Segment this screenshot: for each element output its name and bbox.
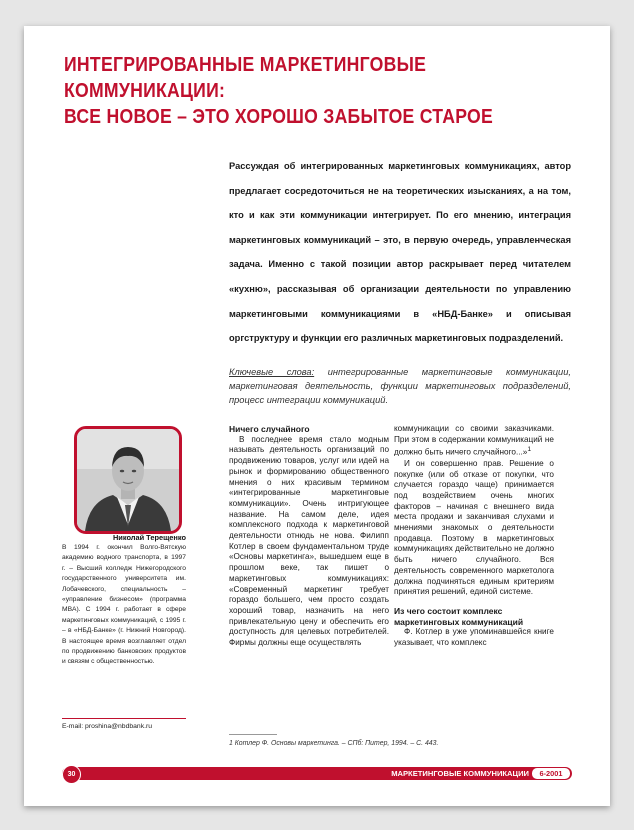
keywords-label: Ключевые слова: [229, 367, 315, 377]
footnote-reference: 1 [527, 446, 532, 454]
body-text: коммуникации со своими заказчиками. При этом в содержании коммуникаций не должно быть ничего случайного...» [394, 424, 554, 458]
keywords-text: интегрированные маркетинговые коммуникации, маркетинговая деятельность, функции маркетинговых подразделений, процесс интеграции коммуникаций. [229, 367, 571, 405]
journal-name: МАРКЕТИНГОВЫЕ КОММУНИКАЦИИ [391, 769, 529, 778]
section-heading: Ничего случайного [229, 424, 310, 434]
author-name: Николай Терещенко [112, 533, 186, 542]
email-divider [62, 718, 186, 719]
article-title [64, 52, 511, 130]
body-paragraph [394, 424, 554, 459]
author-bio: В 1994 г. окончил Волго-Вятскую академию водного транспорта, в 1997 г. – Высший колледж Нижегородского государственного университета им. Лобачевского, специальность – «управление бизнесом» (программа MBA). С 1994 г. работает в сфере маркетинговых коммуникаций, с 1995 г. – в «НБД-Банке» (г. Нижний Новгород). В настоящее время возглавляет отдел по продвижению банковских продуктов и связям с общественностью. [62, 544, 186, 666]
keywords [229, 366, 571, 407]
section-heading: Из чего состоит комплекс [394, 605, 503, 616]
author-photo [74, 426, 182, 534]
article-lead: Рассуждая об интегрированных маркетинговых коммуникациях, автор предлагает сосредоточиться не на теоретических изысканиях, а на том, кто и как эти коммуникации интегрирует. По его мнению, интеграция маркетинговых коммуникаций – это, в первую очередь, управленческая задача. Именно с такой позиции автор раскрывает перед читателем «кухню», рассказывая об организации деятельности по управлению маркетинговыми коммуникациями в «НБД-Банке» и описывая оргструктуру и функции его различных маркетинговых подразделений. [229, 161, 571, 344]
body-paragraph: В последнее время стало модным называть деятельность организаций по продвижению товаров, услуг или идей на рынок и формированию общественного мнения о них красивым термином «интегрированные маркетинговые коммуникации». Очень интригующее название. На самом деле, идея комплексного подхода к маркетинговой деятельности отнюдь не нова. Филипп Котлер в своем фундаментальном труде «Основы маркетинга», вышедшем еще в прошлом веке, так пишет о маркетинговых коммуникациях: «Современный маркетинг требует гораздо большего, чем просто создать хороший товар, назначить на него привлекательную цену и обеспечить его доступность для целевых потребителей. Фирмы должны еще осуществлять [229, 434, 389, 648]
issue-badge: 6-2001 [532, 768, 570, 779]
footnote: 1 Котлер Ф. Основы маркетинга. – СПб: Питер, 1994. – С. 443. [229, 740, 439, 747]
author-email[interactable]: E-mail: proshina@nbdbank.ru [62, 723, 153, 730]
body-column-2 [394, 424, 554, 649]
author-portrait-image [77, 429, 179, 531]
title-line: ИНТЕГРИРОВАННЫЕ МАРКЕТИНГОВЫЕ [64, 53, 427, 76]
magazine-page [24, 26, 610, 806]
footnote-divider [229, 734, 277, 735]
body-paragraph: Ф. Котлер в уже упоминавшейся книге указывает, что комплекс [394, 627, 554, 648]
title-line: КОММУНИКАЦИИ: [64, 79, 226, 102]
body-paragraph: И он совершенно прав. Решение о покупке (или об отказе от покупки, что случается гораздо чаще) принимается под воздействием очень многих факторов – начиная с внешнего вида места продажи и заканчивая слухами и мнениями знакомых о деятельности продавца. Поэтому в маркетинговых коммуникациях действительно не должно быть ничего случайного. Вся деятельность современного маркетолога должна подчиняться единым критериям принятия решений, единой системе. [394, 458, 554, 597]
title-line: ВСЕ НОВОЕ – ЭТО ХОРОШО ЗАБЫТОЕ СТАРОЕ [64, 105, 493, 128]
body-column-1 [229, 424, 389, 649]
page-number: 30 [62, 765, 81, 784]
section-heading: маркетинговых коммуникаций [394, 616, 524, 627]
